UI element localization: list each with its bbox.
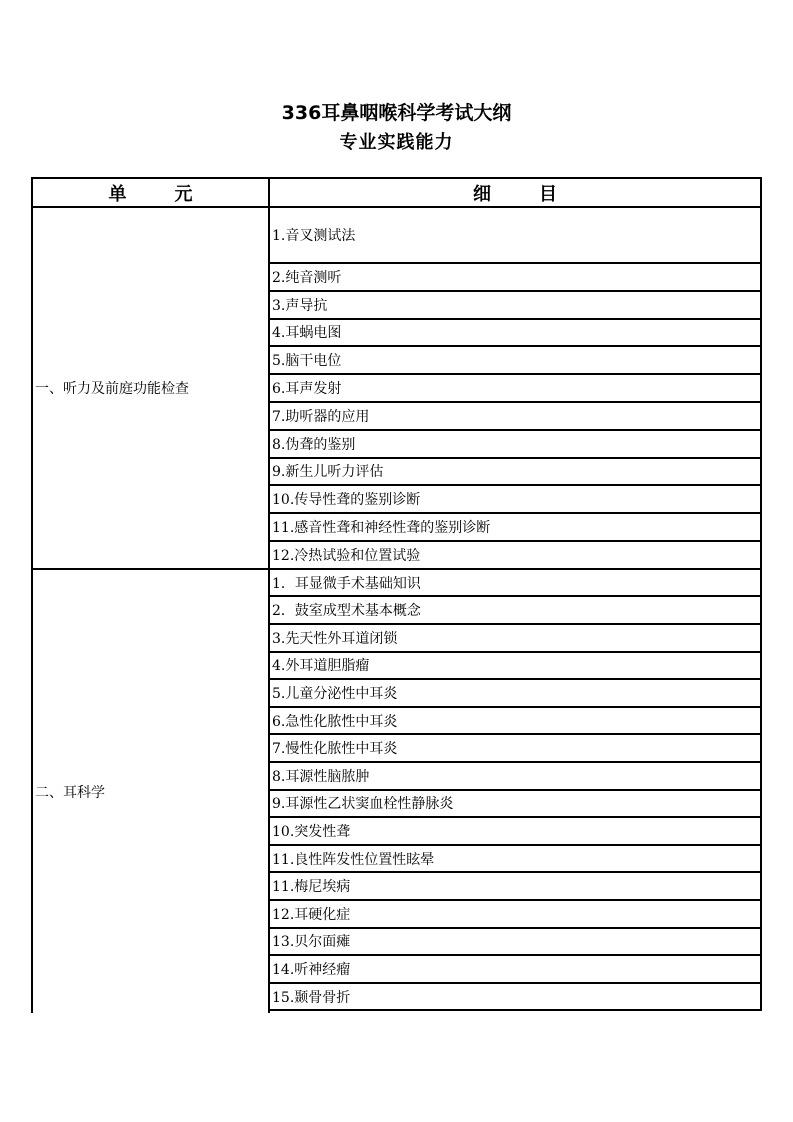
header-detail bbox=[268, 177, 762, 208]
header-unit bbox=[31, 177, 270, 208]
header-detail-char-2: 目 bbox=[539, 183, 557, 205]
header-unit-char-1: 单 bbox=[108, 183, 127, 205]
unit-cell bbox=[31, 206, 270, 570]
detail-item: 13.贝尔面瘫 bbox=[268, 927, 762, 957]
detail-item: 11.梅尼埃病 bbox=[268, 871, 762, 901]
detail-item: 15.颞骨骨折 bbox=[268, 982, 762, 1012]
detail-item: 4.外耳道胆脂瘤 bbox=[268, 651, 762, 681]
detail-item: 7.助听器的应用 bbox=[268, 401, 762, 431]
detail-item: 8.伪聋的鉴别 bbox=[268, 429, 762, 459]
detail-item: 8.耳源性脑脓肿 bbox=[268, 761, 762, 791]
detail-item: 2．鼓室成型术基本概念 bbox=[268, 595, 762, 625]
detail-item: 11.感音性聋和神经性聋的鉴别诊断 bbox=[268, 512, 762, 542]
detail-item: 14.听神经瘤 bbox=[268, 954, 762, 984]
unit-label: 二、耳科学 bbox=[35, 784, 105, 801]
detail-item: 2.纯音测听 bbox=[268, 262, 762, 292]
detail-item: 10.突发性聋 bbox=[268, 816, 762, 846]
detail-item: 7.慢性化脓性中耳炎 bbox=[268, 733, 762, 763]
detail-item: 9.耳源性乙状窦血栓性静脉炎 bbox=[268, 789, 762, 819]
unit-cell bbox=[31, 568, 270, 1014]
unit-label: 一、听力及前庭功能检查 bbox=[35, 380, 189, 397]
detail-item: 5.脑干电位 bbox=[268, 345, 762, 375]
document-title: 336耳鼻咽喉科学考试大纲 bbox=[281, 102, 512, 124]
detail-item: 1．耳显微手术基础知识 bbox=[268, 568, 762, 598]
detail-item: 10.传导性聋的鉴别诊断 bbox=[268, 484, 762, 514]
detail-item: 12.冷热试验和位置试验 bbox=[268, 540, 762, 570]
detail-item: 3.声导抗 bbox=[268, 290, 762, 320]
document-subtitle: 专业实践能力 bbox=[339, 132, 454, 153]
detail-item: 3.先天性外耳道闭锁 bbox=[268, 623, 762, 653]
detail-item: 6.急性化脓性中耳炎 bbox=[268, 706, 762, 736]
detail-item: 5.儿童分泌性中耳炎 bbox=[268, 678, 762, 708]
header-unit-char-2: 元 bbox=[174, 183, 193, 205]
header-detail-char-1: 细 bbox=[473, 183, 491, 205]
detail-item: 11.良性阵发性位置性眩晕 bbox=[268, 844, 762, 874]
detail-item: 4.耳蜗电图 bbox=[268, 318, 762, 348]
detail-item: 9.新生儿听力评估 bbox=[268, 457, 762, 487]
detail-item: 1.音叉测试法 bbox=[268, 206, 762, 264]
detail-item: 6.耳声发射 bbox=[268, 373, 762, 403]
detail-item: 12.耳硬化症 bbox=[268, 899, 762, 929]
